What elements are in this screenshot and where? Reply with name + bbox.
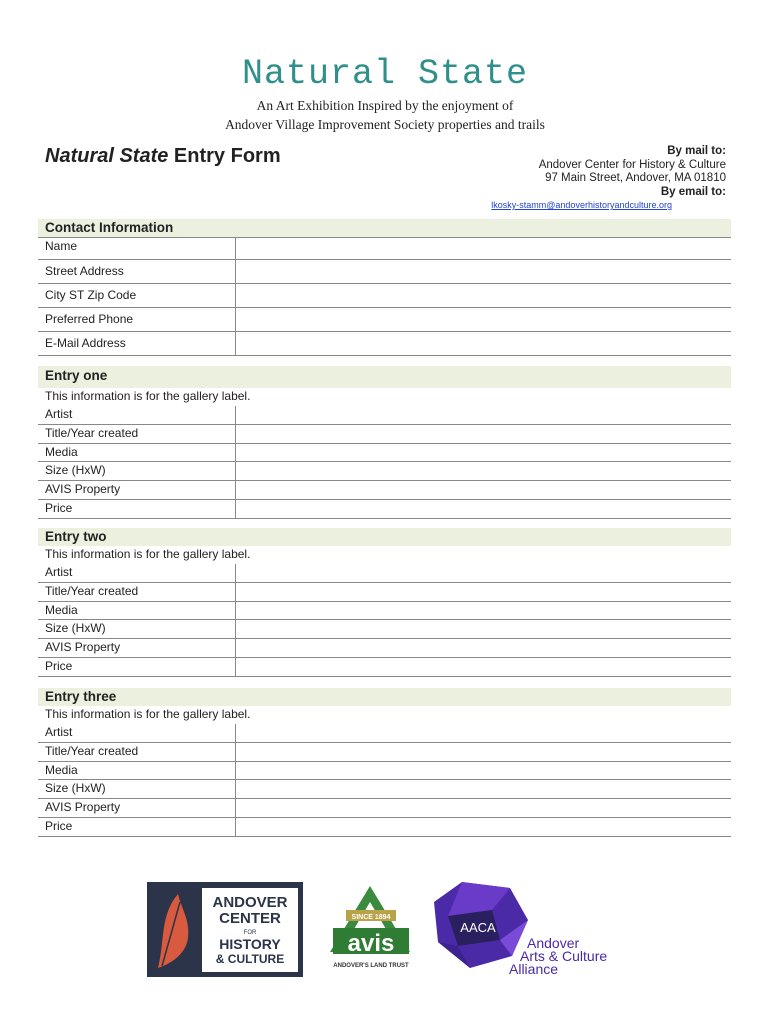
field-label: City ST Zip Code bbox=[38, 284, 236, 307]
form-row bbox=[38, 818, 731, 837]
field-label: Media bbox=[38, 602, 236, 620]
avis-property-field[interactable] bbox=[236, 481, 731, 499]
size-field[interactable] bbox=[236, 780, 731, 798]
field-label: Title/Year created bbox=[38, 743, 236, 761]
field-label: Media bbox=[38, 444, 236, 462]
form-row bbox=[38, 425, 731, 444]
entry-note: This information is for the gallery label. bbox=[45, 547, 251, 561]
media-field[interactable] bbox=[236, 602, 731, 620]
field-label: Preferred Phone bbox=[38, 308, 236, 331]
entry-heading: Entry three bbox=[38, 688, 731, 706]
page-title: Natural State bbox=[241, 54, 529, 94]
entry-heading: Entry one bbox=[38, 366, 731, 388]
field-label: E-Mail Address bbox=[38, 332, 236, 355]
size-field[interactable] bbox=[236, 462, 731, 480]
field-label: Artist bbox=[38, 564, 236, 582]
field-label: Title/Year created bbox=[38, 583, 236, 601]
entry-note: This information is for the gallery label. bbox=[45, 707, 251, 721]
city-st-zip-field[interactable] bbox=[236, 284, 731, 307]
form-row bbox=[38, 462, 731, 481]
form-row bbox=[38, 602, 731, 621]
mail-org: Andover Center for History & Culture bbox=[538, 158, 726, 171]
form-title-italic: Natural State bbox=[45, 145, 169, 167]
field-label: Media bbox=[38, 762, 236, 780]
subtitle-line-2: Andover Village Improvement Society properties and trails bbox=[225, 117, 545, 132]
aaca-line-1: Andover bbox=[527, 935, 580, 951]
artist-field[interactable] bbox=[236, 406, 731, 424]
field-label: Price bbox=[38, 658, 236, 676]
price-field[interactable] bbox=[236, 500, 731, 518]
form-row bbox=[38, 743, 731, 762]
field-label: Artist bbox=[38, 406, 236, 424]
achc-text-2: CENTER bbox=[219, 910, 281, 927]
entry-note: This information is for the gallery label. bbox=[45, 389, 251, 403]
field-label: AVIS Property bbox=[38, 799, 236, 817]
aaca-line-2: Arts & Culture bbox=[520, 948, 608, 964]
entry-one-section bbox=[38, 366, 731, 519]
form-row bbox=[38, 780, 731, 799]
form-title bbox=[45, 145, 281, 168]
avis-property-field[interactable] bbox=[236, 639, 731, 657]
media-field[interactable] bbox=[236, 762, 731, 780]
field-label: Size (HxW) bbox=[38, 620, 236, 638]
field-label: Price bbox=[38, 500, 236, 518]
form-row bbox=[38, 406, 731, 425]
aaca-logo bbox=[434, 882, 607, 977]
artist-field[interactable] bbox=[236, 564, 731, 582]
entry-heading: Entry two bbox=[38, 528, 731, 546]
subtitle bbox=[0, 96, 770, 134]
field-label: Size (HxW) bbox=[38, 462, 236, 480]
sponsor-logos bbox=[0, 880, 770, 980]
field-label: Price bbox=[38, 818, 236, 836]
achc-text-4: HISTORY bbox=[219, 936, 281, 952]
size-field[interactable] bbox=[236, 620, 731, 638]
field-label: Street Address bbox=[38, 260, 236, 283]
form-row bbox=[38, 583, 731, 602]
achc-text-1: ANDOVER bbox=[212, 894, 288, 911]
form-row bbox=[38, 332, 731, 356]
form-row bbox=[38, 799, 731, 818]
title-year-field[interactable] bbox=[236, 743, 731, 761]
street-address-field[interactable] bbox=[236, 260, 731, 283]
field-label: Size (HxW) bbox=[38, 780, 236, 798]
subtitle-line-1: An Art Exhibition Inspired by the enjoyment of bbox=[256, 98, 514, 113]
avis-name: avis bbox=[347, 930, 395, 957]
title-year-field[interactable] bbox=[236, 583, 731, 601]
price-field[interactable] bbox=[236, 818, 731, 836]
form-row bbox=[38, 658, 731, 677]
form-row bbox=[38, 620, 731, 639]
achc-text-5: & CULTURE bbox=[215, 952, 285, 966]
form-row bbox=[38, 500, 731, 519]
form-row bbox=[38, 481, 731, 500]
avis-tagline: ANDOVER'S LAND TRUST bbox=[333, 963, 409, 969]
contact-section bbox=[38, 219, 731, 356]
field-label: Artist bbox=[38, 724, 236, 742]
mail-address: 97 Main Street, Andover, MA 01810 bbox=[545, 172, 726, 184]
aaca-line-3: Alliance bbox=[509, 961, 559, 977]
form-row bbox=[38, 284, 731, 308]
form-row bbox=[38, 564, 731, 583]
contact-heading: Contact Information bbox=[38, 219, 731, 237]
form-title-rest: Entry Form bbox=[168, 145, 281, 167]
mail-info bbox=[491, 145, 726, 213]
price-field[interactable] bbox=[236, 658, 731, 676]
form-row bbox=[38, 724, 731, 743]
form-row bbox=[38, 237, 731, 260]
form-row bbox=[38, 762, 731, 781]
email-field[interactable] bbox=[236, 332, 731, 355]
achc-logo bbox=[147, 882, 303, 977]
aaca-abbr: AACA bbox=[460, 920, 496, 935]
field-label: AVIS Property bbox=[38, 481, 236, 499]
field-label: Title/Year created bbox=[38, 425, 236, 443]
title-year-field[interactable] bbox=[236, 425, 731, 443]
form-row bbox=[38, 308, 731, 332]
form-row bbox=[38, 260, 731, 284]
achc-text-3: FOR bbox=[243, 930, 257, 936]
phone-field[interactable] bbox=[236, 308, 731, 331]
field-label: Name bbox=[38, 238, 236, 259]
entry-two-section bbox=[38, 528, 731, 677]
artist-field[interactable] bbox=[236, 724, 731, 742]
avis-logo bbox=[330, 886, 410, 969]
form-row bbox=[38, 444, 731, 463]
avis-property-field[interactable] bbox=[236, 799, 731, 817]
by-mail-label: By mail to: bbox=[667, 145, 726, 157]
media-field[interactable] bbox=[236, 444, 731, 462]
avis-since: SINCE 1894 bbox=[351, 914, 391, 921]
form-row bbox=[38, 639, 731, 658]
entry-three-section bbox=[38, 688, 731, 837]
field-label: AVIS Property bbox=[38, 639, 236, 657]
email-link[interactable]: lkosky-stamm@andoverhistoryandculture.org bbox=[491, 200, 672, 210]
name-field[interactable] bbox=[236, 238, 731, 259]
by-email-label: By email to: bbox=[660, 185, 726, 198]
